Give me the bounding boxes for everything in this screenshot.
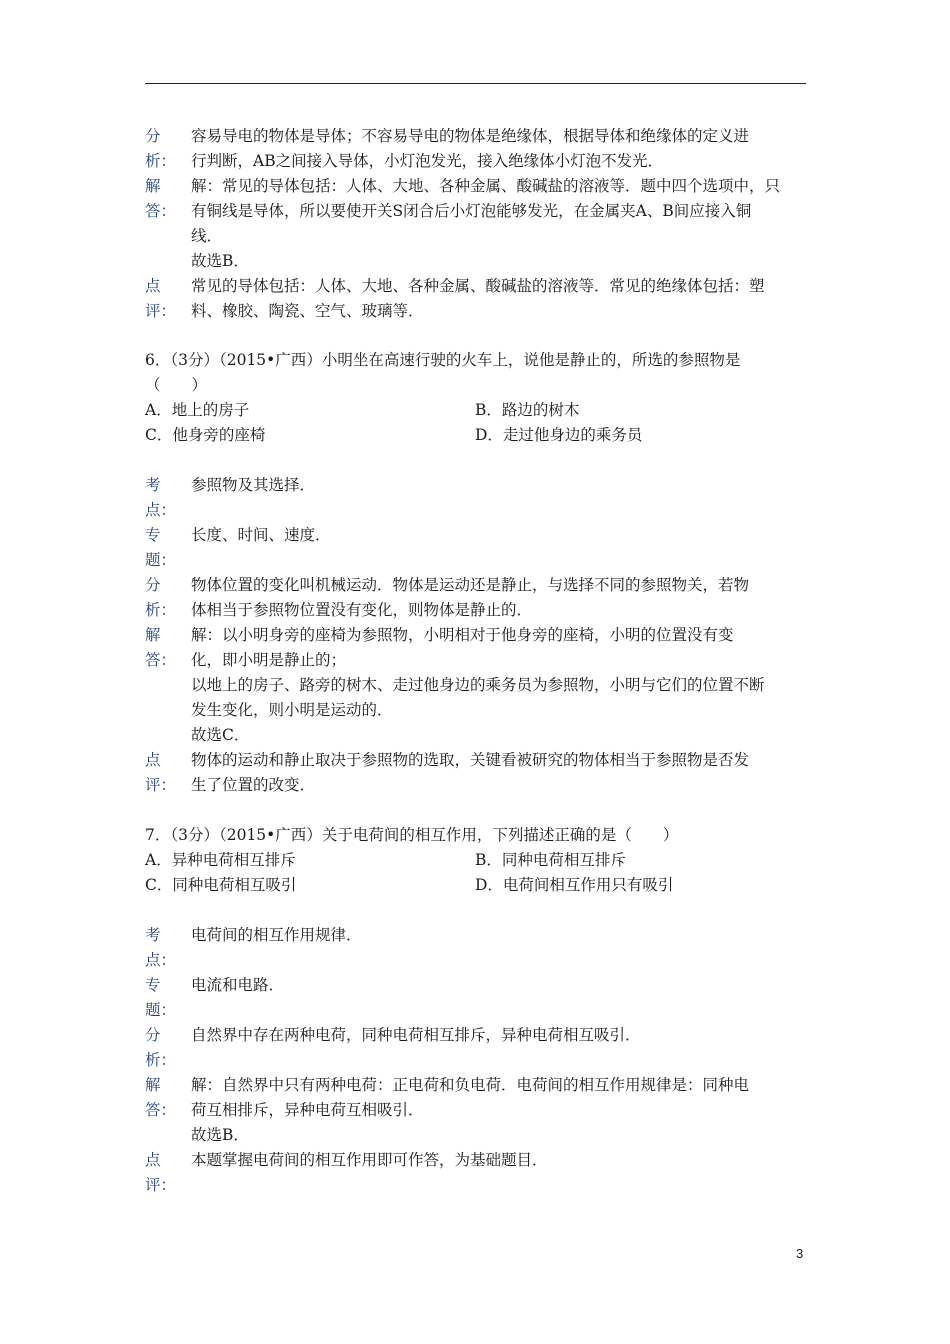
section-label: 分 析： <box>145 1026 177 1069</box>
option-d: D．走过他身边的乘务员 <box>475 426 643 444</box>
section-label: 专 题： <box>145 526 177 569</box>
option-c: C．他身旁的座椅 <box>145 426 266 444</box>
option-d: D．电荷间相互作用只有吸引 <box>475 876 674 894</box>
header-rule <box>145 83 806 84</box>
q5-analysis: 分 析： 容易导电的物体是导体；不容易导电的物体是绝缘体，根据导体和绝缘体的定义进 行判断，AB之间接入导体，小灯泡发光，接入绝缘体小灯泡不发光． 解 答： 解：常见的导体包括：人体、大地、各种金属、酸碱盐的溶液等．题中四个选项中，只 有铜线是导体，所以要使开关S闭合后小灯泡能够发光，在金属夹A、B间应接入铜 线． 故选B． 点 评： 常见的导体包括：人体、大地、各种金属、酸碱盐的溶液等．常见的绝缘体包括：塑 料、橡胶、陶瓷、空气、玻璃等． <box>145 124 810 324</box>
section-label: 专 题： <box>145 976 177 1019</box>
option-c: C．同种电荷相互吸引 <box>145 876 297 894</box>
option-b: B．同种电荷相互排斥 <box>475 851 626 869</box>
q7-options <box>145 848 810 898</box>
q7-stem: 7．（3分）（2015•广西）关于电荷间的相互作用，下列描述正确的是（ ） <box>145 826 679 844</box>
section-label: 考 点： <box>145 926 177 969</box>
section-label: 点 评： <box>145 1151 177 1194</box>
section-label: 解 答： <box>145 177 177 220</box>
section-label: 解 答： <box>145 1076 177 1119</box>
section-label: 点 评： <box>145 277 177 320</box>
section-label: 考 点： <box>145 476 177 519</box>
q6-stem: 6．（3分）（2015•广西）小明坐在高速行驶的火车上，说他是静止的，所选的参照物是 （ ） <box>145 351 741 394</box>
option-b: B．路边的树木 <box>475 401 580 419</box>
q7-solution: 考 点： 电荷间的相互作用规律． 专 题： 电流和电路． 分 析： 自然界中存在两种电荷，同种电荷相互排斥，异种电荷相互吸引． 解 答： 解：自然界中只有两种电荷：正电荷和负电荷．电荷间的相互作用规律是：同种电 荷互相排斥，异种电荷互相吸引． 故选B． 点 评： 本题掌握电荷间的相互作用即可作答，为基础题目． <box>145 923 810 1198</box>
section-label: 点 评： <box>145 751 177 794</box>
section-label: 解 答： <box>145 626 177 669</box>
option-a: A．地上的房子 <box>145 401 250 419</box>
option-a: A．异种电荷相互排斥 <box>145 851 296 869</box>
q6-solution: 考 点： 参照物及其选择． 专 题： 长度、时间、速度． 分 析： 物体位置的变化叫机械运动．物体是运动还是静止，与选择不同的参照物关，若物 体相当于参照物位置没有变化，则物体是静止的． 解 答： 解：以小明身旁的座椅为参照物，小明相对于他身旁的座椅，小明的位置没有变 化，即小明是静止的； 以地上的房子、路旁的树木、走过他身边的乘务员为参照物，小明与它们的位置不断 发生变化，则小明是运动的． 故选C． 点 评： 物体的运动和静止取决于参照物的选取，关键看被研究的物体相当于参照物是否发 生了位置的改变． <box>145 473 810 798</box>
page-number: 3 <box>796 1246 804 1261</box>
section-label: 分 析： <box>145 576 177 619</box>
section-label: 分 析： <box>145 127 177 170</box>
q6-options <box>145 398 810 448</box>
